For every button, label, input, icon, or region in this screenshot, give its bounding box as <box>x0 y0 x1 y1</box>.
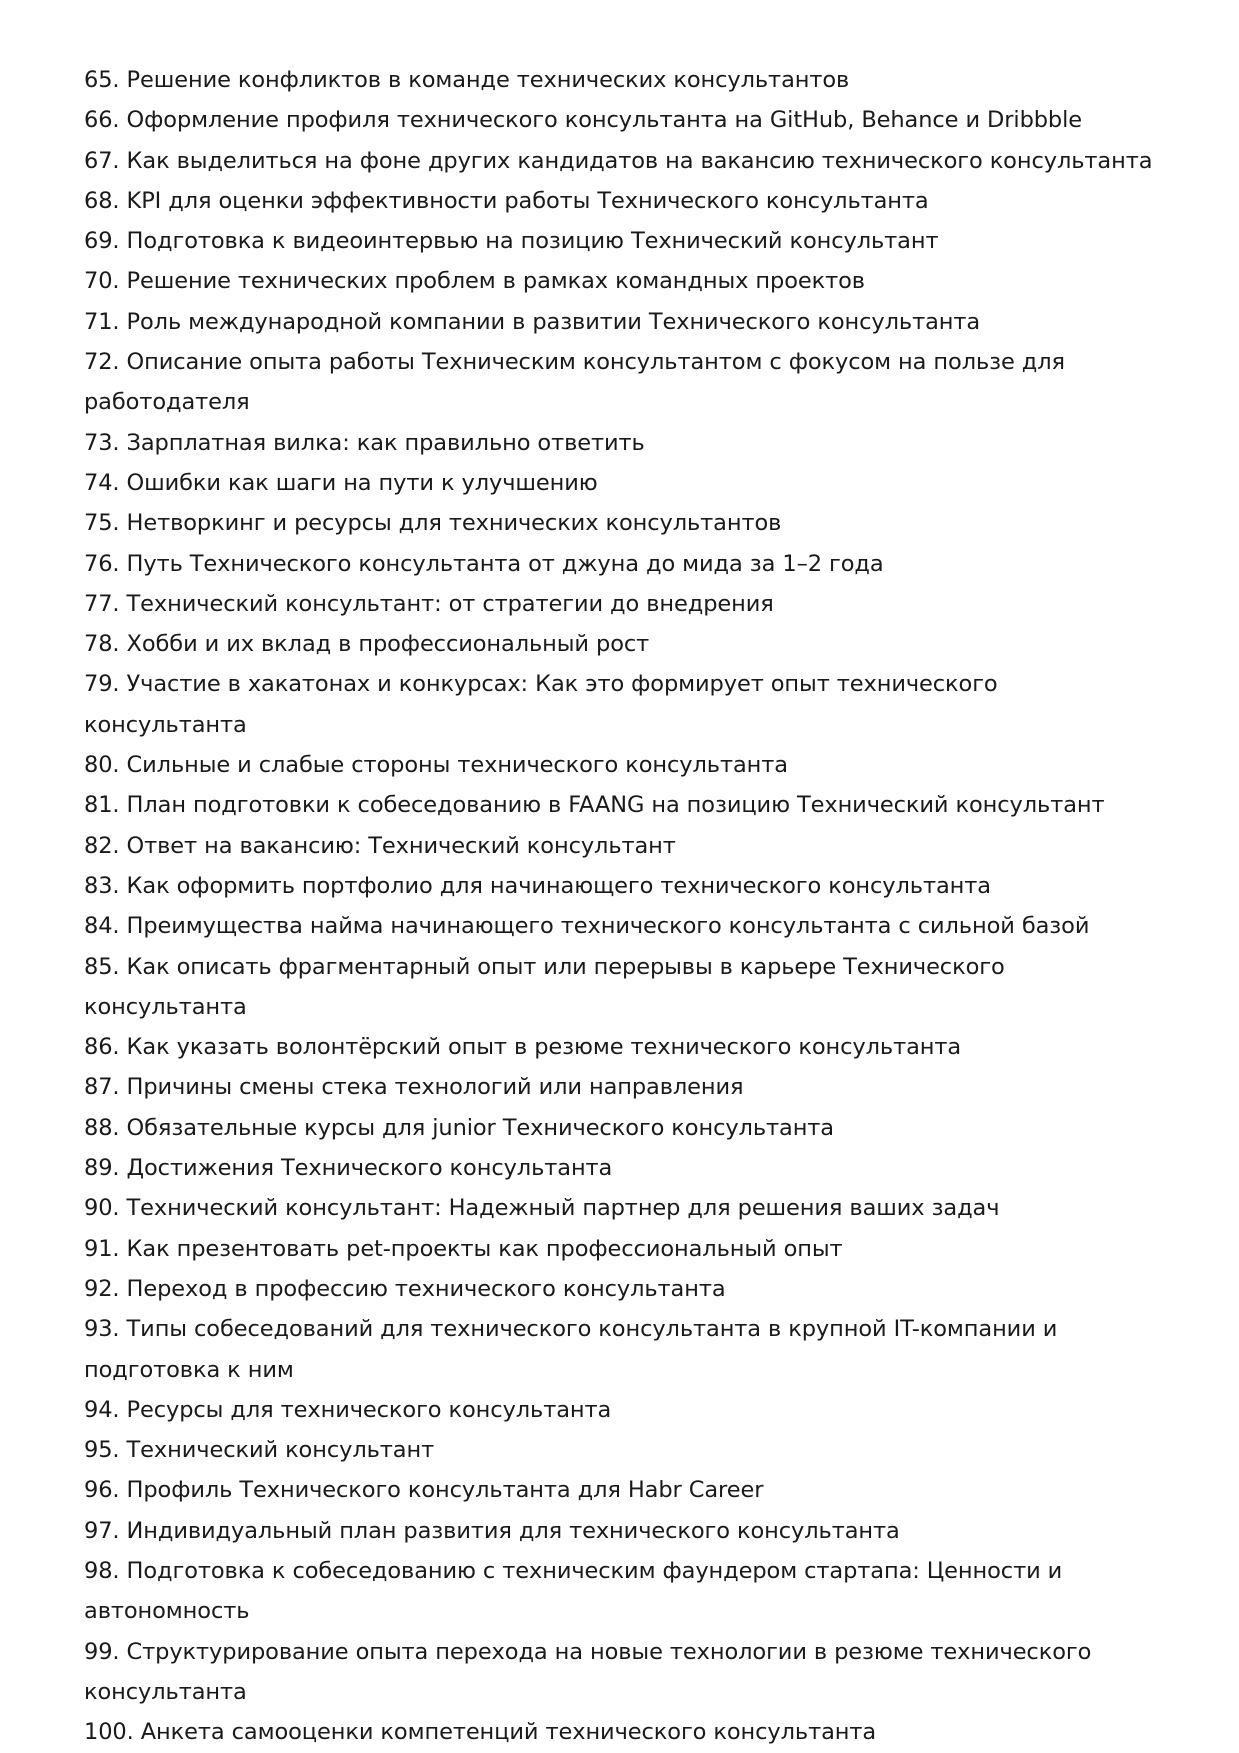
list-item: 65. Решение конфликтов в команде технических консультантов <box>84 67 850 93</box>
list-item: 78. Хобби и их вклад в профессиональный рост <box>84 631 650 658</box>
list-item: 88. Обязательные курсы для junior Технического консультанта <box>84 1114 834 1141</box>
list-item: 76. Путь Технического консультанта от джуна до мида за 1–2 года <box>84 550 884 577</box>
list-item: 86. Как указать волонтёрский опыт в резюме технического консультанта <box>84 1034 962 1061</box>
list-item: 100. Анкета самооценки компетенций технического консультанта <box>84 1719 877 1746</box>
list-item: 70. Решение технических проблем в рамках командных проектов <box>84 268 865 295</box>
list-item: 80. Сильные и слабые стороны технического консультанта <box>84 752 788 779</box>
list-item: 82. Ответ на вакансию: Технический консультант <box>84 832 676 859</box>
list-item: 79. Участие в хакатонах и конкурсах: Как это формирует опыт технического консультанта <box>84 671 998 738</box>
list-item: 74. Ошибки как шаги на пути к улучшению <box>84 469 598 496</box>
list-item: 94. Ресурсы для технического консультанта <box>84 1396 612 1423</box>
list-item: 81. План подготовки к собеседованию в FAANG на позицию Технический консультант <box>84 792 1105 819</box>
list-item: 91. Как презентовать pet-проекты как профессиональный опыт <box>84 1235 843 1262</box>
list-item: 83. Как оформить портфолио для начинающего технического консультанта <box>84 872 991 899</box>
list-item: 73. Зарплатная вилка: как правильно ответить <box>84 429 645 456</box>
document-page <box>84 60 1164 1752</box>
list-item: 96. Профиль Технического консультанта для Habr Career <box>84 1477 764 1504</box>
list-item: 67. Как выделиться на фоне других кандидатов на вакансию технического консультанта <box>84 147 1153 174</box>
list-item: 72. Описание опыта работы Техническим консультантом с фокусом на пользе для работодателя <box>84 349 1065 416</box>
list-item: 93. Типы собеседований для технического консультанта в крупной IT-компании и подготовка к ним <box>84 1316 1058 1383</box>
list-item: 89. Достижения Технического консультанта <box>84 1155 613 1182</box>
list-item: 92. Переход в профессию технического консультанта <box>84 1275 726 1302</box>
list-item: 71. Роль международной компании в развитии Технического консультанта <box>84 308 981 335</box>
list-item: 99. Структурирование опыта перехода на новые технологии в резюме технического консультанта <box>84 1638 1092 1705</box>
list-item: 95. Технический консультант <box>84 1437 435 1464</box>
list-item: 84. Преимущества найма начинающего технического консультанта с сильной базой <box>84 913 1090 940</box>
list-item: 85. Как описать фрагментарный опыт или перерывы в карьере Технического консультанта <box>84 953 1005 1020</box>
list-item: 68. KPI для оценки эффективности работы Технического консультанта <box>84 187 929 214</box>
list-item: 75. Нетворкинг и ресурсы для технических консультантов <box>84 510 782 537</box>
list-item: 98. Подготовка к собеседованию с техническим фаундером стартапа: Ценности и автономность <box>84 1557 1063 1625</box>
list-item: 97. Индивидуальный план развития для технического консультанта <box>84 1517 900 1544</box>
list-item: 87. Причины смены стека технологий или направления <box>84 1074 744 1101</box>
list-item: 77. Технический консультант: от стратегии до внедрения <box>84 590 774 617</box>
list-item: 66. Оформление профиля технического консультанта на GitHub, Behance и Dribbble <box>84 107 1083 134</box>
list-item: 90. Технический консультант: Надежный партнер для решения ваших задач <box>84 1195 1000 1222</box>
list-item: 69. Подготовка к видеоинтервью на позицию Технический консультант <box>84 228 939 255</box>
